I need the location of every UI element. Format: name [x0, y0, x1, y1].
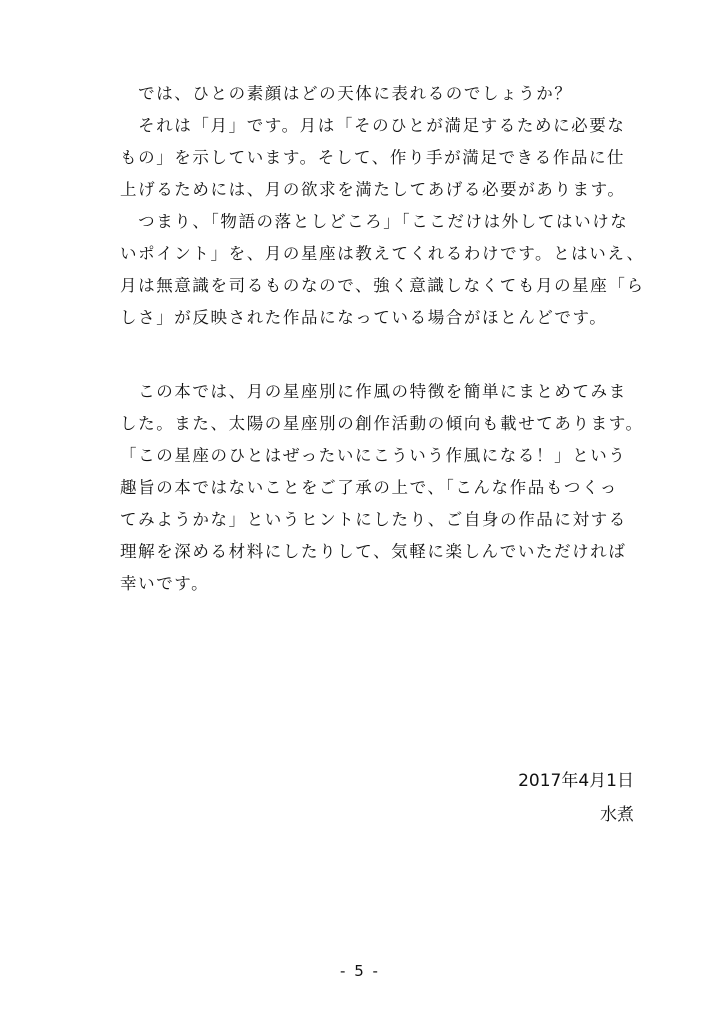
signature-date: 2017年4月1日 — [518, 771, 634, 791]
text-line: した。また、太陽の星座別の創作活動の傾向も載せてあります。 — [120, 414, 644, 433]
text-line: いポイント」を、月の星座は教えてくれるわけです。とはいえ、 — [120, 244, 645, 263]
paragraph-1 — [120, 78, 645, 334]
text-line: では、ひとの素顔はどの天体に表れるのでしょうか？ — [120, 84, 573, 103]
text-line: 趣旨の本ではないことをご了承の上で、「こんな作品もつくっ — [120, 478, 618, 497]
text-line: この本では、月の星座別に作風の特徴を簡単にまとめてみま — [120, 382, 627, 401]
text-line: 月は無意識を司るものなので、強く意識しなくても月の星座「ら — [120, 276, 645, 295]
text-line: 幸いです。 — [120, 574, 210, 593]
text-line: てみようかな」というヒントにしたり、ご自身の作品に対する — [120, 510, 627, 529]
text-line: もの」を示しています。そして、作り手が満足できる作品に仕 — [120, 148, 626, 167]
paragraph-gap — [120, 334, 640, 376]
page-number: - 5 - — [340, 962, 380, 980]
text-line: 上げるためには、月の欲求を満たしてあげる必要があります。 — [120, 180, 626, 199]
text-line: しさ」が反映された作品になっている場合がほとんどです。 — [120, 308, 608, 327]
body-text — [120, 78, 645, 600]
text-line: それは「月」です。月は「そのひとが満足するために必要な — [120, 116, 626, 135]
text-line: 「この星座のひとはぜったいにこういう作風になる！」という — [120, 446, 627, 465]
signature-author: 水煮 — [600, 805, 634, 825]
text-line: 理解を深める材料にしたりして、気軽に楽しんでいただければ — [120, 542, 627, 561]
text-line: つまり、「物語の落としどころ」「ここだけは外してはいけな — [120, 212, 629, 231]
paragraph-2 — [120, 376, 644, 600]
